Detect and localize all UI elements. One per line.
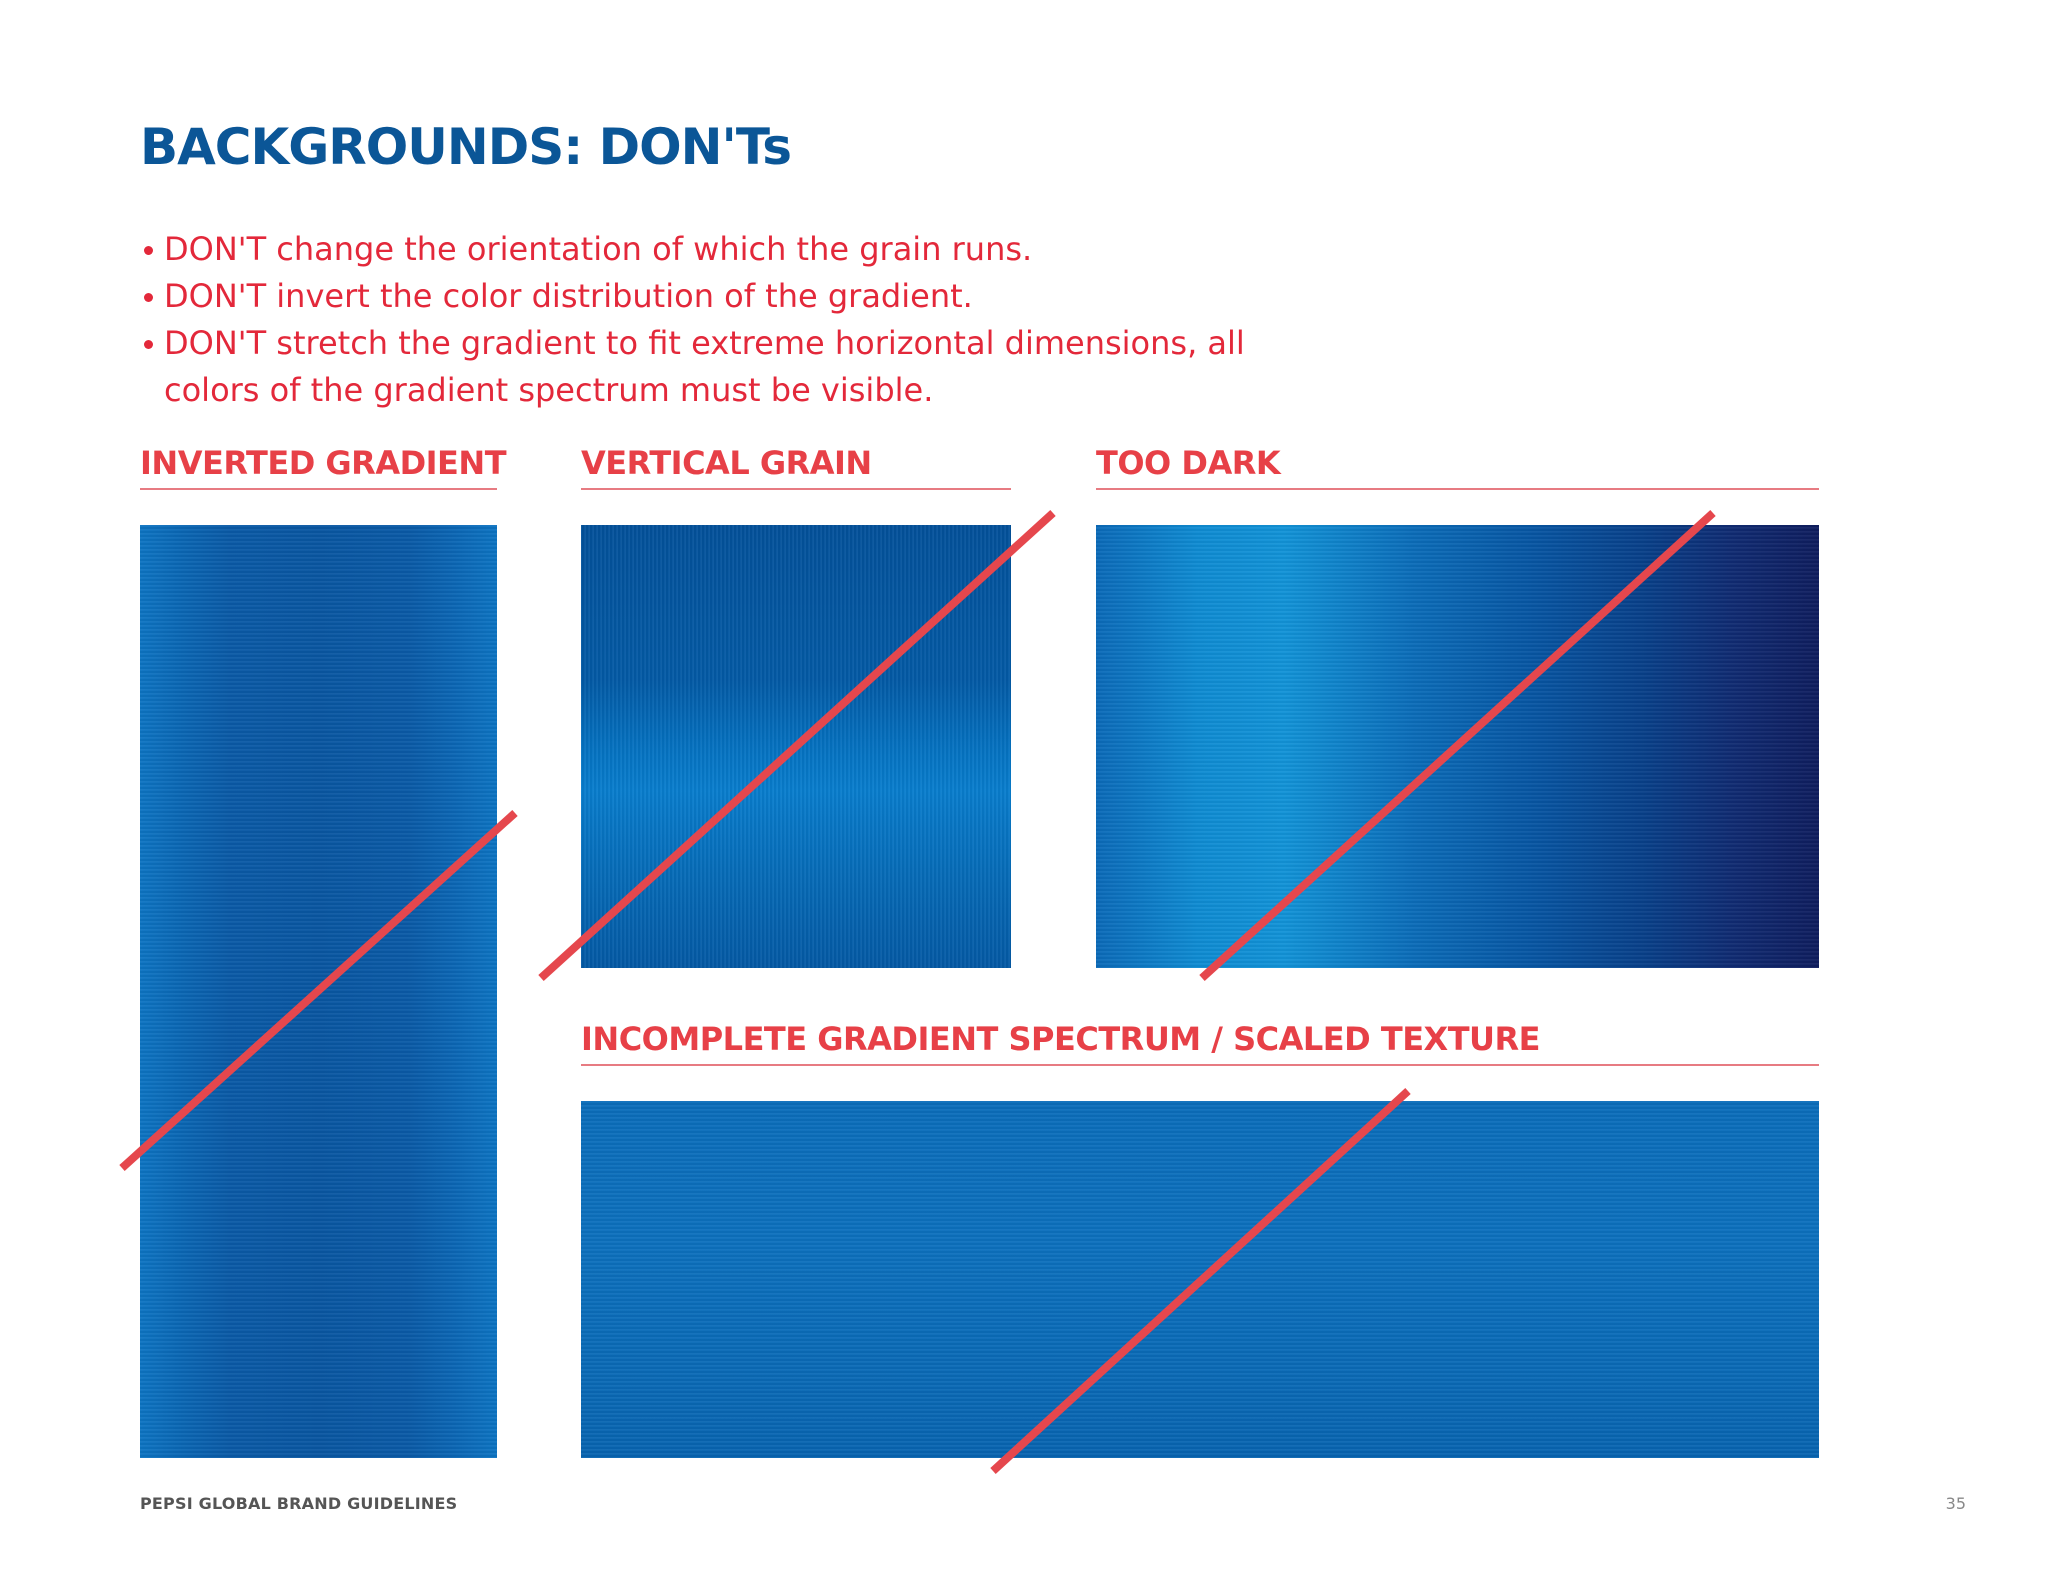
footer-brand: PEPSI GLOBAL BRAND GUIDELINES [140, 1494, 458, 1513]
incomplete-gradient-heading: INCOMPLETE GRADIENT SPECTRUM / SCALED TEXTURE [581, 1020, 1819, 1066]
vertical-grain-swatch [581, 525, 1011, 968]
too-dark-heading: TOO DARK [1096, 444, 1819, 490]
rule-grain-orientation: DON'T change the orientation of which the grain runs. [140, 226, 1340, 273]
vertical-grain-heading: VERTICAL GRAIN [581, 444, 1011, 490]
rule-stretch-gradient: DON'T stretch the gradient to fit extreme horizontal dimensions, all colors of the gradient spectrum must be visible. [140, 320, 1340, 414]
too-dark-swatch [1096, 525, 1819, 968]
page-number: 35 [1945, 1494, 1966, 1513]
page-title: BACKGROUNDS: DON'Ts [140, 118, 792, 176]
inverted-gradient-swatch [140, 525, 497, 1458]
rule-invert-color: DON'T invert the color distribution of the gradient. [140, 273, 1340, 320]
incomplete-gradient-swatch [581, 1101, 1819, 1458]
inverted-gradient-heading: INVERTED GRADIENT [140, 444, 497, 490]
rules-list [140, 226, 1340, 414]
